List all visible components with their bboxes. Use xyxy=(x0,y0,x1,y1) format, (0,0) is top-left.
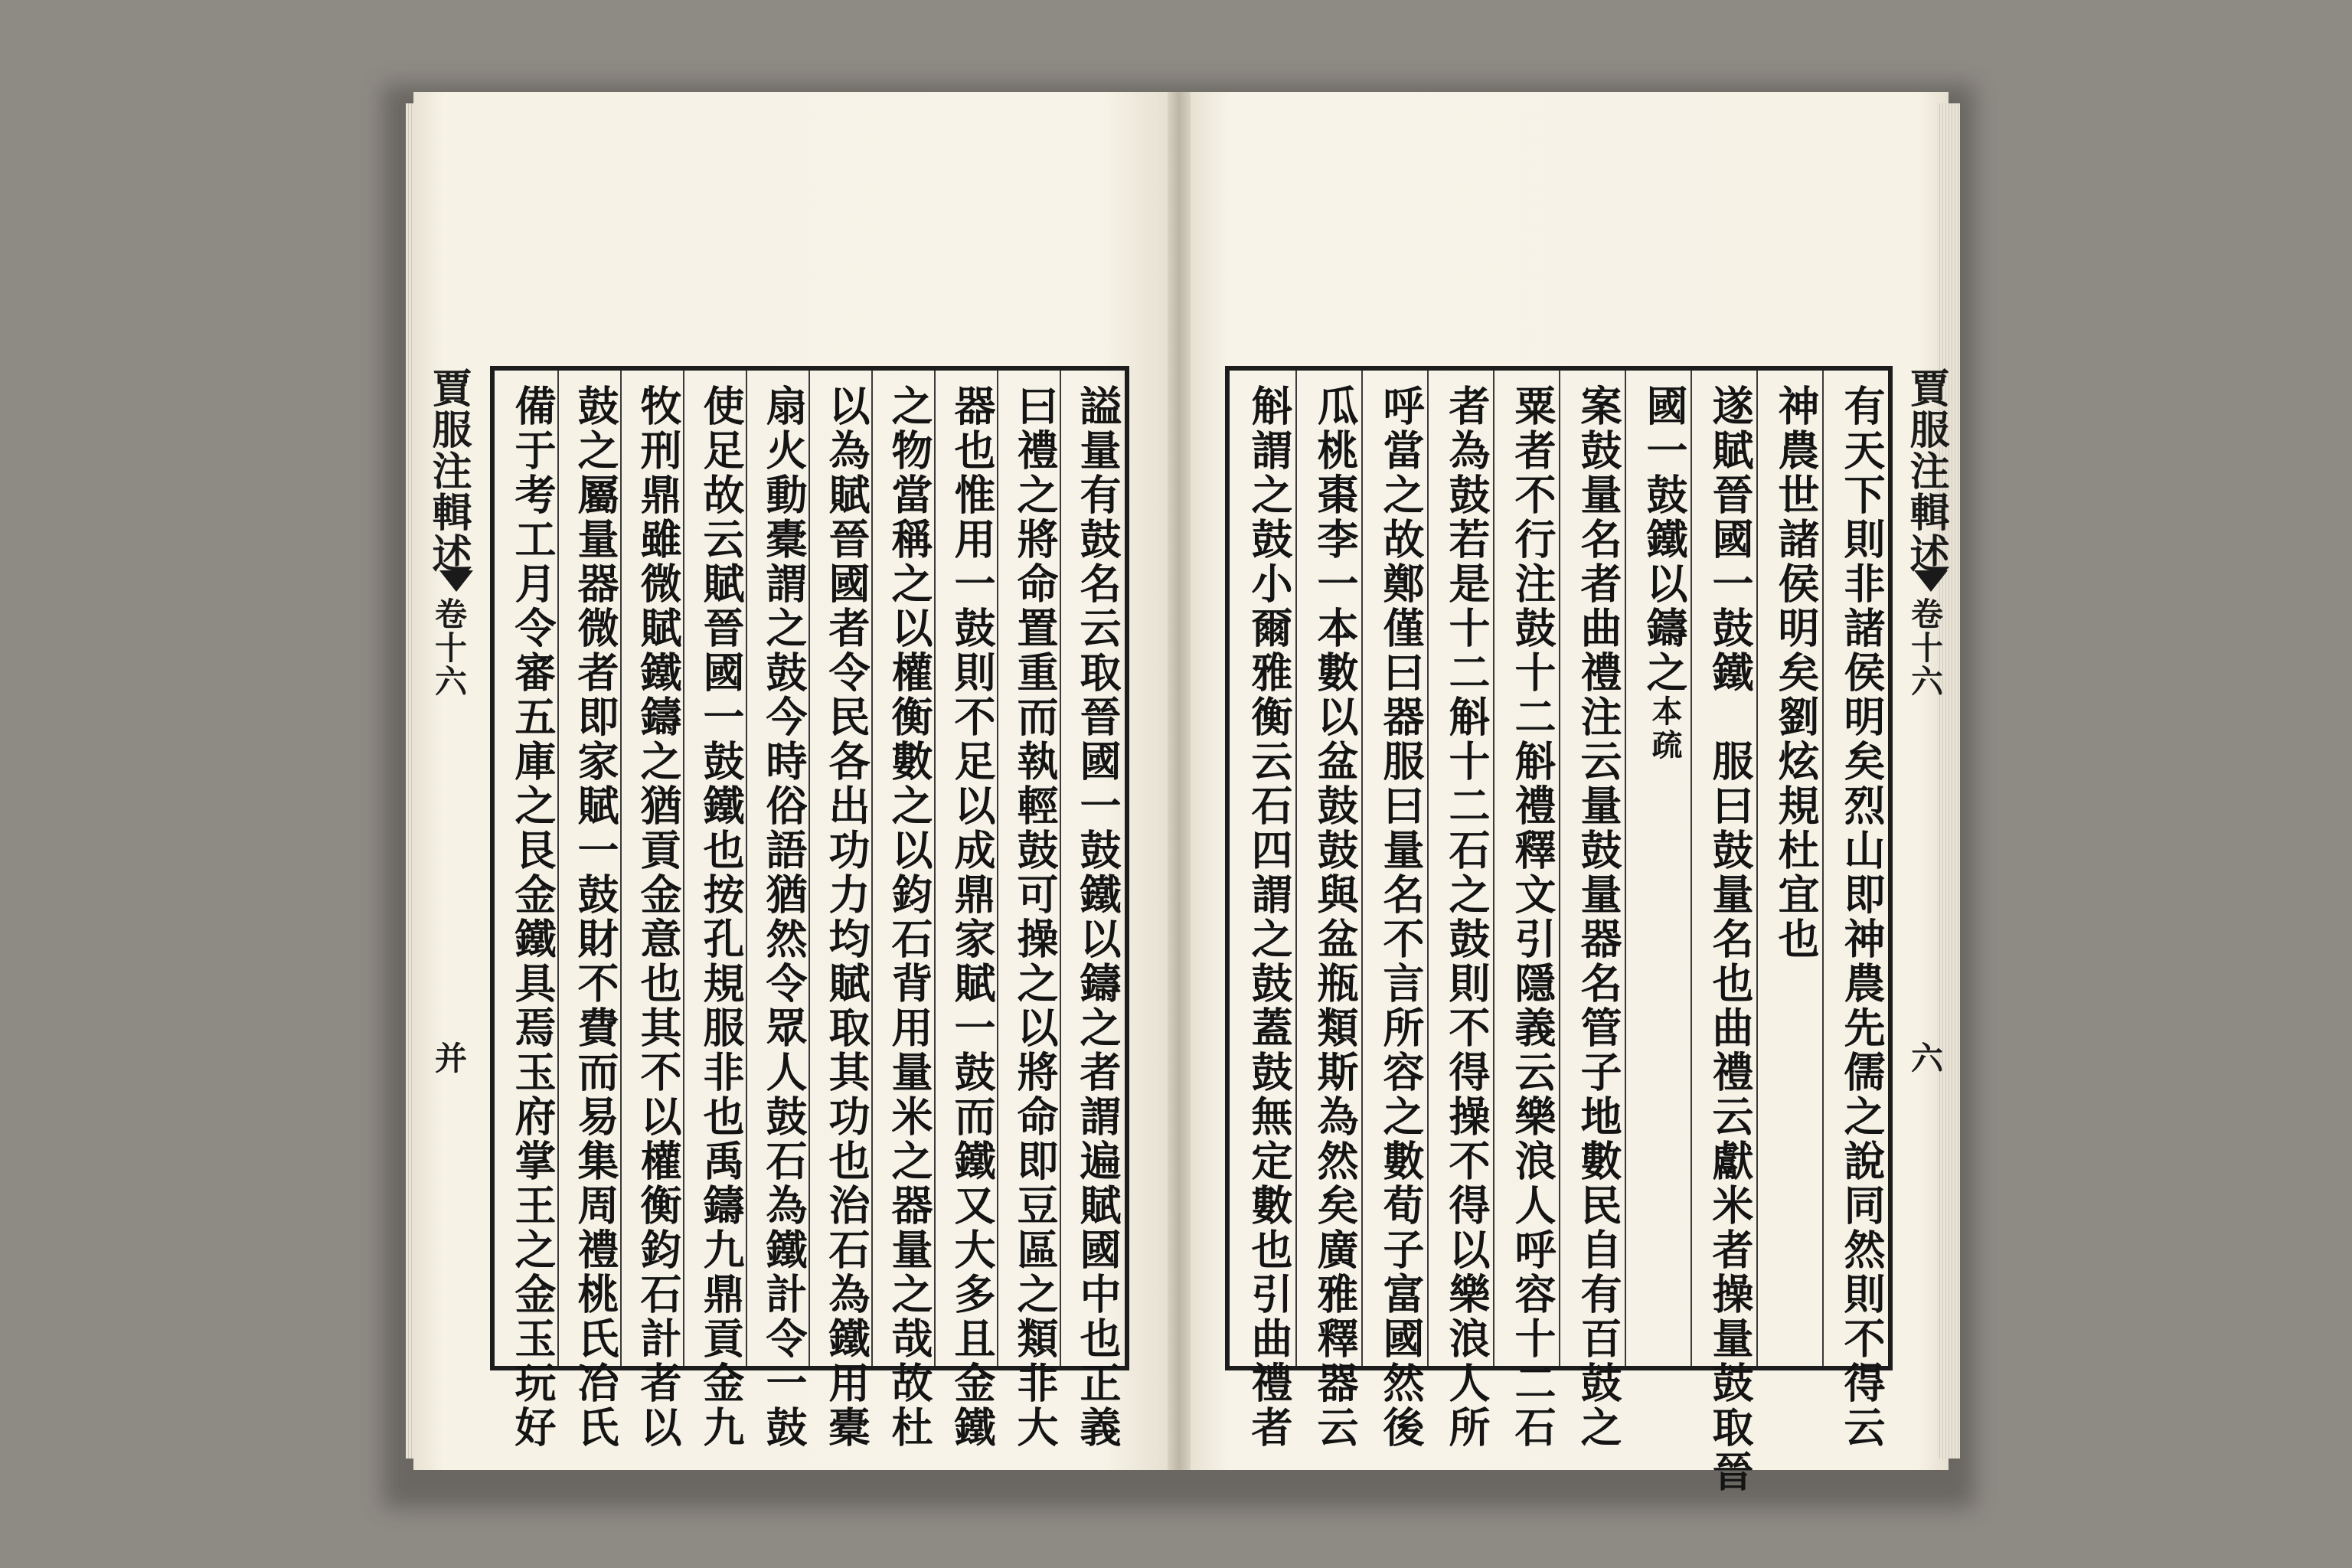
text-column: 粟者不行注鼓十二斛禮釋文引隱義云樂浪人呼容十二石 xyxy=(1508,384,1557,1450)
left-banxin xyxy=(420,368,477,574)
right-text-frame xyxy=(1225,366,1893,1494)
book-gutter xyxy=(1168,92,1191,1470)
text-column: 謚量有鼓名云取晉國一鼓鐵以鑄之者謂遍賦國中也正義 xyxy=(1073,384,1122,1450)
text-column: 斛謂之鼓小爾雅衡云石四謂之鼓蓋鼓無定數也引曲禮者 xyxy=(1245,384,1294,1450)
text-column: 曰禮之將命置重而執輕鼓可操之以將命即豆區之類非大 xyxy=(1011,384,1060,1450)
banxin-title: 賈服注輯述 xyxy=(425,368,472,574)
annotation-note: 本疏 xyxy=(1647,695,1683,763)
left-text-frame xyxy=(490,366,1129,1450)
text-column: 瓜桃棗李一本數以盆鼓鼓與盆瓶類斯為然矣廣雅釋器云 xyxy=(1311,384,1360,1450)
text-column: 扇火動橐謂之鼓今時俗語猶然令眾人鼓石為鐵計令一鼓 xyxy=(760,384,808,1450)
text-column: 有天下則非諸侯明矣烈山即神農先儒之說同然則不得云 xyxy=(1838,384,1886,1450)
text-column: 之物當稱之以權衡數之以鈞石背用量米之器量之哉故杜 xyxy=(885,384,934,1450)
text-column xyxy=(1637,384,1692,763)
banxin-title: 賈服注輯述 xyxy=(1903,368,1949,574)
right-banxin xyxy=(1897,368,1955,574)
text-segment: 國一鼓鐵以鑄之 xyxy=(1640,384,1689,695)
text-column: 者為鼓若是十二斛十二石之鼓則不得操不得以樂浪人所 xyxy=(1442,384,1491,1450)
text-column: 以為賦晉國者令民各出功力均賦取其功也治石為鐵用橐 xyxy=(822,384,871,1450)
banxin-volume: 卷十六 xyxy=(1906,597,1944,698)
text-column: 神農世諸侯明矣劉炫規杜宜也 xyxy=(1772,384,1821,962)
text-column: 遂賦晉國一鼓鐵 服曰鼓量名也曲禮云獻米者操量鼓取晉 xyxy=(1706,384,1755,1494)
text-column: 呼當之故鄭僅曰器服曰量名不言所容之數荀子富國然後 xyxy=(1377,384,1426,1450)
fishtail-mark xyxy=(439,570,473,592)
text-column: 器也惟用一鼓則不足以成鼎家賦一鼓而鐵又大多且金鐵 xyxy=(948,384,997,1450)
page-edges-right xyxy=(1937,103,1960,1459)
text-column: 案鼓量名者曲禮注云量鼓量器名管子地數民自有百鼓之 xyxy=(1574,384,1623,1450)
text-column: 備于考工月令審五庫之艮金鐵具焉玉府掌王之金玉玩好 xyxy=(508,384,557,1450)
text-column: 使足故云賦晉國一鼓鐵也按孔規服非也禹鑄九鼎貢金九 xyxy=(697,384,746,1450)
banxin-page-number: 并 xyxy=(430,1041,468,1075)
fishtail-mark xyxy=(1914,570,1948,592)
text-column: 牧刑鼎雖微賦鐵鑄之猶貢金意也其不以權衡鈞石計者以 xyxy=(634,384,683,1450)
banxin-volume: 卷十六 xyxy=(430,597,468,698)
banxin-page-number: 六 xyxy=(1906,1041,1944,1075)
text-column: 鼓之屬量器微者即家賦一鼓財不費而易集周禮桃氏冶氏 xyxy=(571,384,620,1450)
